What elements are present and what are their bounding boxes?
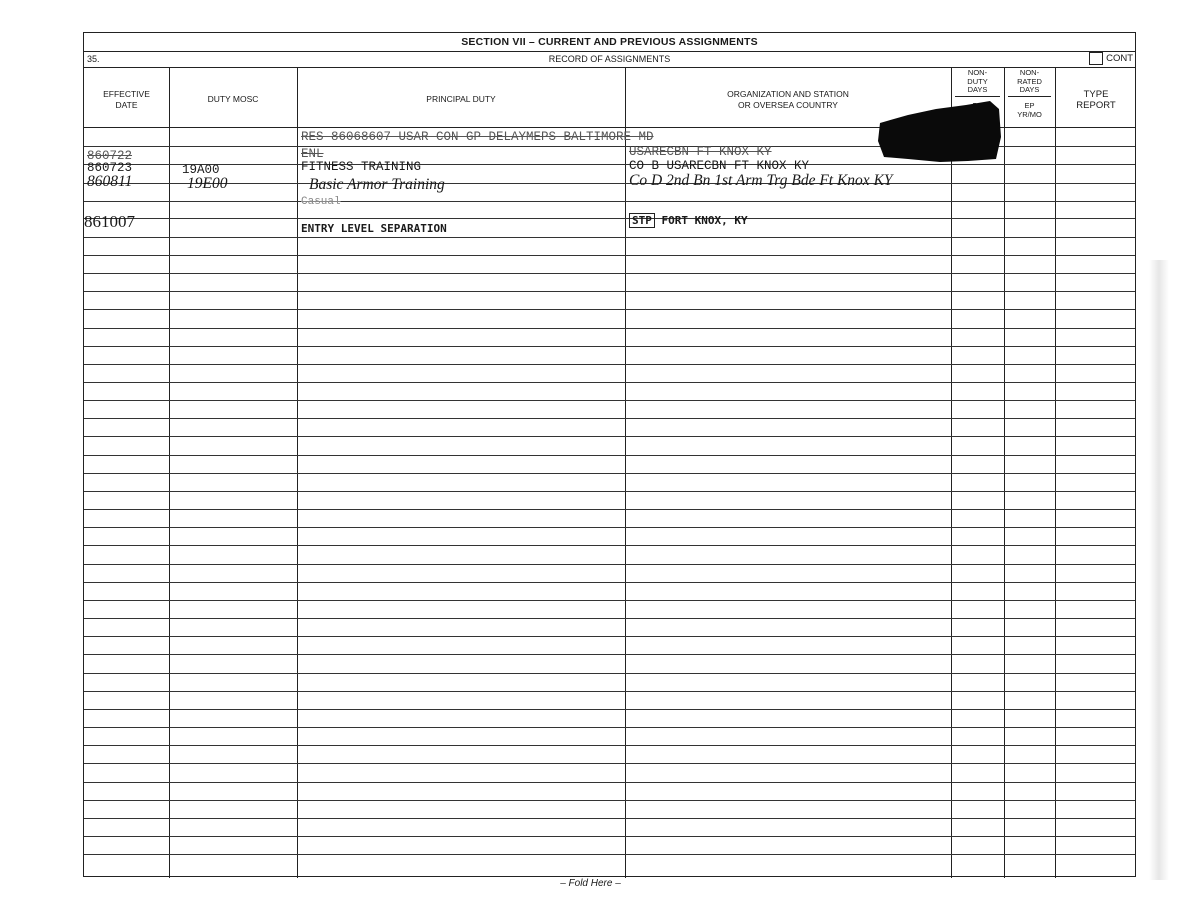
entry-row5-duty: Casual bbox=[301, 196, 341, 208]
row-rule bbox=[84, 400, 1135, 401]
row-rule bbox=[84, 364, 1135, 365]
row-rule bbox=[84, 183, 1135, 184]
row-rule bbox=[84, 600, 1135, 601]
row-rule bbox=[84, 564, 1135, 565]
entry-row6-date: 861007 bbox=[84, 212, 135, 231]
row-rule bbox=[84, 654, 1135, 655]
row-rule bbox=[84, 691, 1135, 692]
record-header-row bbox=[84, 51, 1135, 68]
row-rule bbox=[84, 854, 1135, 855]
section-title: SECTION VII – CURRENT AND PREVIOUS ASSIGNMENTS bbox=[84, 33, 1135, 52]
header-nonrated-ep: EP YR/MO bbox=[1017, 101, 1042, 119]
row-rule bbox=[84, 727, 1135, 728]
row-rule bbox=[84, 709, 1135, 710]
header-effective-date: EFFECTIVE DATE bbox=[103, 89, 150, 110]
header-nonrated-days: NON- RATED DAYS bbox=[1017, 68, 1042, 94]
row-rule bbox=[84, 673, 1135, 674]
row-rule bbox=[84, 436, 1135, 437]
row-rule bbox=[84, 164, 1135, 165]
row-rule bbox=[84, 636, 1135, 637]
entry-row4-mosc: 19E00 bbox=[187, 175, 228, 192]
row-rule bbox=[84, 509, 1135, 510]
entry-row4-duty: Basic Armor Training bbox=[309, 176, 445, 193]
row-rule bbox=[84, 201, 1135, 202]
row-rule bbox=[84, 218, 1135, 219]
row-rule bbox=[84, 491, 1135, 492]
entry-row6-org-stamp-row bbox=[629, 214, 748, 227]
cont-checkbox[interactable] bbox=[1089, 52, 1103, 65]
stamp-box: STP bbox=[629, 213, 655, 228]
row-rule bbox=[84, 382, 1135, 383]
entry-row2-duty: ENL bbox=[301, 147, 324, 161]
row-rule bbox=[84, 291, 1135, 292]
row-rule bbox=[84, 763, 1135, 764]
row-rule bbox=[84, 527, 1135, 528]
entry-row3-mosc: 19A00 bbox=[182, 163, 220, 177]
redaction-mark bbox=[878, 101, 1001, 163]
record-title: RECORD OF ASSIGNMENTS bbox=[548, 54, 671, 64]
row-rule bbox=[84, 328, 1135, 329]
cont-label: CONT bbox=[1106, 53, 1133, 65]
row-rule bbox=[84, 582, 1135, 583]
nonduty-divider bbox=[955, 96, 1000, 97]
entry-row4-org: Co D 2nd Bn 1st Arm Trg Bde Ft Knox KY bbox=[629, 172, 893, 189]
entry-row3-org: CO B USARECBN FT KNOX KY bbox=[629, 159, 810, 173]
entry-row4-date: 860811 bbox=[87, 173, 133, 190]
item-number: 35. bbox=[87, 54, 100, 64]
entry-row3-duty: FITNESS TRAINING bbox=[301, 160, 422, 174]
header-principal-duty: PRINCIPAL DUTY bbox=[426, 94, 496, 104]
row-rule bbox=[84, 346, 1135, 347]
row-rule bbox=[84, 309, 1135, 310]
entry-row6-org: FORT KNOX, KY bbox=[661, 214, 748, 227]
entry-row1-duty-org: RES 86068607 USAR CON GP DELAYMEPS BALTIMORE MD bbox=[301, 130, 654, 144]
row-rule bbox=[84, 836, 1135, 837]
row-rule bbox=[84, 818, 1135, 819]
fold-here-label: – Fold Here – bbox=[560, 878, 621, 889]
row-rule bbox=[84, 255, 1135, 256]
row-rule bbox=[84, 473, 1135, 474]
scan-edge-shadow bbox=[1149, 260, 1169, 880]
row-rule bbox=[84, 545, 1135, 546]
entry-row6-duty: ENTRY LEVEL SEPARATION bbox=[301, 222, 447, 235]
row-rule bbox=[84, 455, 1135, 456]
nonrated-divider bbox=[1008, 96, 1051, 97]
row-rule bbox=[84, 273, 1135, 274]
entry-row2-date: 860722 bbox=[87, 149, 133, 163]
entry-row3-date: 860723 bbox=[87, 161, 133, 175]
row-rule bbox=[84, 745, 1135, 746]
row-rule bbox=[84, 800, 1135, 801]
header-nonduty-days: NON- DUTY DAYS bbox=[967, 68, 988, 94]
cont-control[interactable] bbox=[1089, 52, 1133, 66]
header-duty-mosc: DUTY MOSC bbox=[207, 94, 259, 104]
header-type-report: TYPE REPORT bbox=[1076, 89, 1116, 111]
row-rule bbox=[84, 418, 1135, 419]
entry-row2-org: USARECBN FT KNOX KY bbox=[629, 145, 772, 159]
row-rule bbox=[84, 618, 1135, 619]
header-organization-station: ORGANIZATION AND STATION OR OVERSEA COUNTRY bbox=[727, 89, 849, 110]
row-rule bbox=[84, 237, 1135, 238]
row-rule bbox=[84, 782, 1135, 783]
